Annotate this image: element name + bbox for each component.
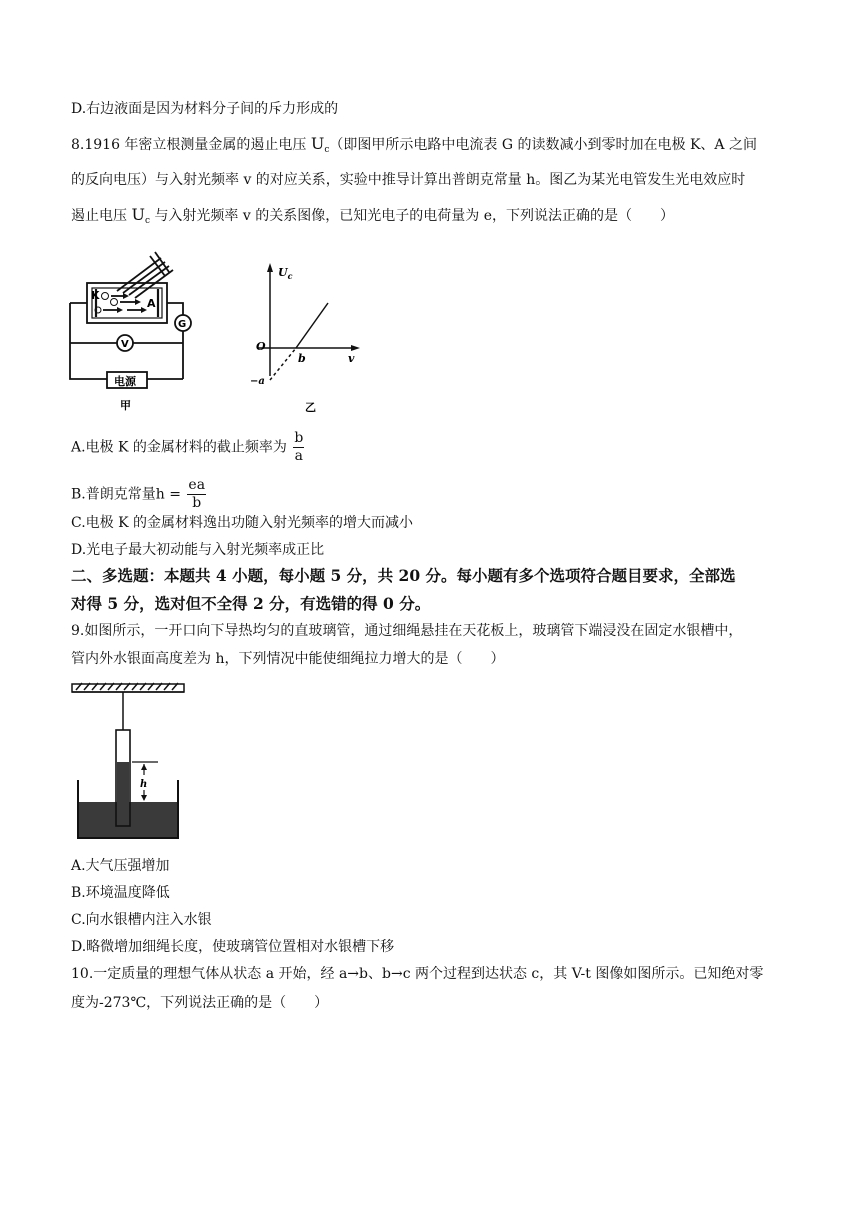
c-subscript: c xyxy=(324,145,330,155)
q8-stem-line3 xyxy=(71,205,674,231)
h-label: h xyxy=(140,779,148,790)
photoelectric-circuit-figure xyxy=(65,248,200,418)
q8-stem-text: 与入射光频率 v 的关系图像，已知光电子的电荷量为 e，下列说法正确的是（ ） xyxy=(154,208,674,224)
glass-tube-figure xyxy=(68,680,188,845)
q8-option-a xyxy=(71,430,304,465)
q9-option-c: C.向水银槽内注入水银 xyxy=(71,912,212,928)
fraction-ea-over-b xyxy=(187,477,206,512)
power-source-label: 电源 xyxy=(114,375,136,388)
figure-jia-caption: 甲 xyxy=(120,399,131,412)
q10-stem-line1: 10.一定质量的理想气体从状态 a 开始，经 a→b、b→c 两个过程到达状态 c，其 V-t 图像如图所示。已知绝对零 xyxy=(71,966,764,982)
q8-option-b xyxy=(71,477,206,512)
q8-option-d: D.光电子最大初动能与入射光频率成正比 xyxy=(71,542,325,558)
b-label: b xyxy=(298,352,306,365)
origin-label: O xyxy=(256,340,266,353)
figure-yi-caption: 乙 xyxy=(305,401,316,414)
denominator: b xyxy=(192,495,202,511)
q8-stem-text: 遏止电压 xyxy=(71,208,127,224)
numerator: b xyxy=(294,430,304,446)
v-label: v xyxy=(348,352,355,365)
section2-heading-line2: 对得 5 分，选对但不全得 2 分，有选错的得 0 分。 xyxy=(71,594,431,613)
fraction-b-over-a xyxy=(293,430,304,465)
option-a-text: A.电极 K 的金属材料的截止频率为 xyxy=(71,439,287,456)
q9-option-a: A.大气压强增加 xyxy=(71,858,170,874)
a-label: A xyxy=(147,297,156,310)
q7-option-d: D.右边液面是因为材料分子间的斥力形成的 xyxy=(71,101,339,117)
denominator: a xyxy=(294,448,304,464)
q8-stem-line2: 的反向电压）与入射光频率 v 的对应关系，实验中推导计算出普朗克常量 h。图乙为某光电管发生光电效应时 xyxy=(71,172,746,188)
neg-a-label: −a xyxy=(250,376,265,387)
h-equals: h = xyxy=(155,486,181,503)
c-subscript: c xyxy=(144,216,150,226)
q9-stem-line1: 9.如图所示，一开口向下导热均匀的直玻璃管，通过细绳悬挂在天花板上，玻璃管下端浸没在固定水银槽中， xyxy=(71,623,743,639)
q10-stem-line2: 度为-273℃，下列说法正确的是（ ） xyxy=(71,995,329,1011)
u-symbol: U xyxy=(310,134,325,153)
voltmeter-label: V xyxy=(121,339,129,350)
q8-option-c: C.电极 K 的金属材料逸出功随入射光频率的增大而减小 xyxy=(71,515,414,531)
q9-option-d: D.略微增加细绳长度，使玻璃管位置相对水银槽下移 xyxy=(71,939,395,955)
stopping-voltage-graph xyxy=(248,258,368,418)
y-axis-label: $U_c$ xyxy=(278,266,293,281)
q8-stem-text: （即图甲所示电路中电流表 G 的读数减小到零时加在电极 K、A 之间 xyxy=(329,137,757,153)
u-symbol: U xyxy=(131,205,145,224)
numerator: ea xyxy=(188,477,206,493)
q8-stem-text: 8.1916 年密立根测量金属的遏止电压 xyxy=(71,137,307,153)
k-label: K xyxy=(91,289,100,302)
galvanometer-label: G xyxy=(178,319,187,330)
q9-stem-line2: 管内外水银面高度差为 h，下列情况中能使细绳拉力增大的是（ ） xyxy=(71,651,505,667)
section2-heading-line1: 二、多选题：本题共 4 小题，每小题 5 分，共 20 分。每小题有多个选项符合题目要求，全部选 xyxy=(71,566,736,585)
q8-stem-line1 xyxy=(71,134,757,160)
option-b-text: B.普朗克常量 xyxy=(71,486,156,503)
q9-option-b: B.环境温度降低 xyxy=(71,885,170,901)
